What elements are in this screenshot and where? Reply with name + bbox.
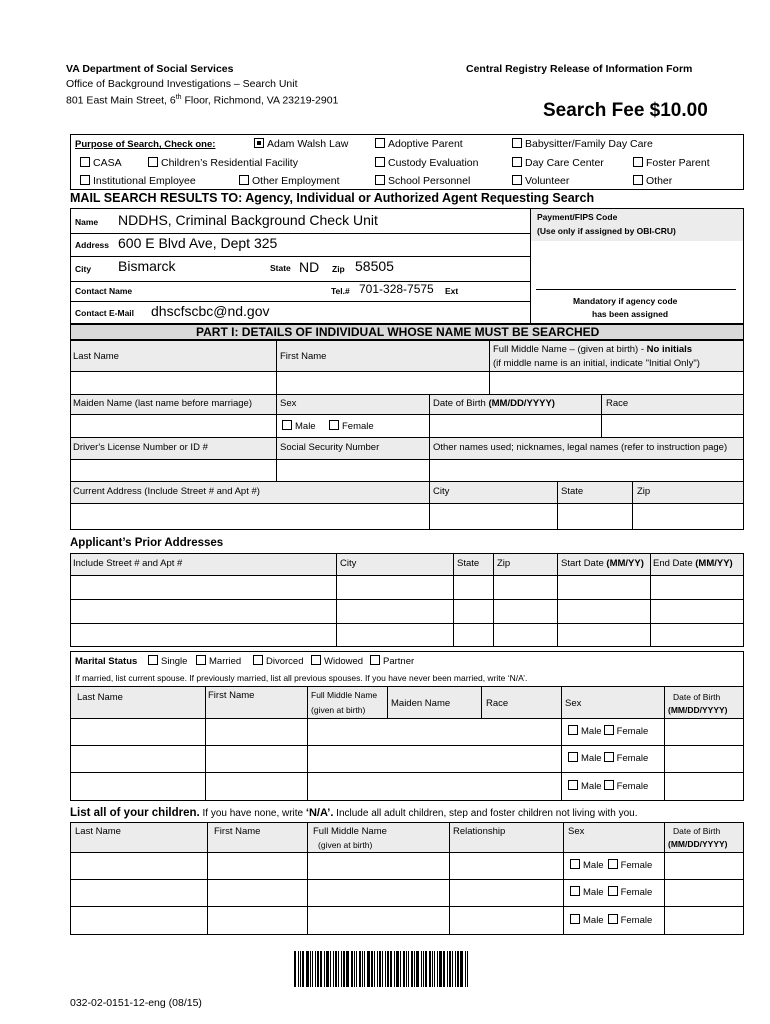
spouse-3-sex[interactable]: Male Female xyxy=(568,780,648,792)
purpose-custody[interactable]: Custody Evaluation xyxy=(375,157,478,169)
prior-end-header: End Date (MM/YY) xyxy=(653,558,733,569)
tel-value[interactable]: 701-328-7575 xyxy=(359,282,434,296)
barcode-bar xyxy=(387,951,389,987)
spouse-first-header: First Name xyxy=(208,690,255,701)
barcode-bar xyxy=(425,951,427,987)
mail-heading: MAIL SEARCH RESULTS TO: Agency, Individual or Authorized Agent Requesting Search xyxy=(70,191,595,205)
children-heading: List all of your children. If you have none, write ‘N/A’. Include all adult children, step and foster children not living with you. xyxy=(70,807,638,819)
spouse-race-header: Race xyxy=(486,698,509,709)
barcode-bar xyxy=(396,951,399,987)
checkbox-day-care[interactable] xyxy=(512,157,522,167)
sex-label: Sex xyxy=(280,398,297,409)
child-dob-header: Date of Birth xyxy=(673,826,721,836)
middle-name-note: (if middle name is an initial, indicate "Initial Only") xyxy=(493,358,700,369)
barcode-bar xyxy=(333,951,334,987)
barcode-bar xyxy=(302,951,304,987)
part1-heading: PART I: DETAILS OF INDIVIDUAL WHOSE NAME MUST BE SEARCHED xyxy=(196,325,600,339)
zip-label: Zip xyxy=(332,264,345,274)
maiden-name-label: Maiden Name (last name before marriage) xyxy=(73,398,252,409)
checkbox-partner[interactable] xyxy=(370,655,380,665)
checkbox-child-1-male[interactable] xyxy=(570,859,580,869)
purpose-residential[interactable]: Children’s Residential Facility xyxy=(148,157,298,169)
ssn-label: Social Security Number xyxy=(280,442,380,453)
purpose-day-care[interactable]: Day Care Center xyxy=(512,157,604,169)
barcode-bar xyxy=(324,951,325,987)
checkbox-spouse-2-female[interactable] xyxy=(604,752,614,762)
office-address: 801 East Main Street, 6th Floor, Richmond, VA 23219-2901 xyxy=(66,94,339,107)
checkbox-institutional[interactable] xyxy=(80,175,90,185)
current-address-label: Current Address (Include Street # and Apt #) xyxy=(73,486,260,497)
checkbox-spouse-3-male[interactable] xyxy=(568,780,578,790)
prior-zip-header: Zip xyxy=(497,558,511,569)
marital-note: If married, list current spouse. If previously married, list all previous spouses. If you have never been married, write ‘N/A’. xyxy=(75,673,528,683)
purpose-volunteer[interactable]: Volunteer xyxy=(512,175,569,187)
barcode-bar xyxy=(294,951,296,987)
marital-single[interactable]: Single xyxy=(148,655,187,667)
checkbox-custody[interactable] xyxy=(375,157,385,167)
barcode-bar xyxy=(452,951,453,987)
state-label: State xyxy=(270,263,291,273)
spouse-last-header: Last Name xyxy=(77,692,123,703)
checkbox-female[interactable] xyxy=(329,420,339,430)
email-value[interactable]: dhscfscbc@nd.gov xyxy=(151,303,270,319)
city-value[interactable]: Bismarck xyxy=(118,258,176,274)
zip-value[interactable]: 58505 xyxy=(355,258,394,274)
form-title: Central Registry Release of Information Form xyxy=(466,63,693,75)
child-1-sex[interactable]: Male Female xyxy=(570,859,652,871)
mandatory-note-2: has been assigned xyxy=(592,309,669,319)
barcode-bar xyxy=(411,951,413,987)
barcode-bar xyxy=(439,951,442,987)
purpose-foster[interactable]: Foster Parent xyxy=(633,157,710,169)
barcode-bar xyxy=(467,951,468,987)
current-state-label: State xyxy=(561,486,584,497)
barcode-bar xyxy=(379,951,381,987)
barcode-bar xyxy=(315,951,316,987)
barcode-bar xyxy=(300,951,301,987)
checkbox-child-2-female[interactable] xyxy=(608,886,618,896)
barcode-bar xyxy=(306,951,309,987)
middle-name-label: Full Middle Name – (given at birth) - No initials xyxy=(493,344,693,355)
prior-street-header: Include Street # and Apt # xyxy=(73,558,183,569)
spouse-sex-header: Sex xyxy=(565,698,582,709)
barcode-bar xyxy=(343,951,345,987)
marital-married[interactable]: Married xyxy=(196,655,241,667)
current-city-label: City xyxy=(433,486,450,497)
checkbox-spouse-2-male[interactable] xyxy=(568,752,578,762)
last-name-label: Last Name xyxy=(73,351,119,362)
prior-state-header: State xyxy=(457,558,480,569)
purpose-casa[interactable]: CASA xyxy=(80,157,122,169)
city-label: City xyxy=(75,264,92,274)
current-zip-label: Zip xyxy=(637,486,651,497)
barcode-bar xyxy=(346,951,349,987)
purpose-school[interactable]: School Personnel xyxy=(375,175,470,187)
purpose-label: Purpose of Search, Check one: xyxy=(75,139,216,150)
drivers-license-label: Driver's License Number or ID # xyxy=(73,442,208,453)
checkbox-widowed[interactable] xyxy=(311,655,321,665)
barcode-bar xyxy=(317,951,319,987)
checkbox-volunteer[interactable] xyxy=(512,175,522,185)
barcode-bar xyxy=(457,951,459,987)
barcode-bar xyxy=(310,951,311,987)
barcode-bar xyxy=(382,951,383,987)
checkbox-child-2-male[interactable] xyxy=(570,886,580,896)
child-first-header: First Name xyxy=(214,826,261,837)
barcode-bar xyxy=(416,951,419,987)
spouse-dob-header: Date of Birth xyxy=(673,692,721,702)
marital-divorced[interactable]: Divorced xyxy=(253,655,304,667)
child-relationship-header: Relationship xyxy=(453,826,506,837)
sex-male-option[interactable]: Male xyxy=(282,420,316,432)
checkbox-spouse-3-female[interactable] xyxy=(604,780,614,790)
barcode-bar xyxy=(371,951,373,987)
form-number: 032-02-0151-12-eng (08/15) xyxy=(70,997,202,1009)
barcode-bar xyxy=(434,951,435,987)
payment-label: Payment/FIPS Code xyxy=(537,212,618,222)
name-value[interactable]: NDDHS, Criminal Background Check Unit xyxy=(118,212,378,228)
other-names-label: Other names used; nicknames, legal names (refer to instruction page) xyxy=(433,442,728,453)
barcode-bar xyxy=(326,951,329,987)
department-name: VA Department of Social Services xyxy=(66,63,234,75)
barcode-bar xyxy=(443,951,445,987)
child-middle-note: (given at birth) xyxy=(318,840,373,850)
barcode-bar xyxy=(421,951,422,987)
checkbox-male[interactable] xyxy=(282,420,292,430)
state-value[interactable]: ND xyxy=(299,259,320,275)
spouse-dob-format: (MM/DD/YYYY) xyxy=(668,705,728,715)
spouse-middle-header: Full Middle Name xyxy=(311,690,378,700)
checkbox-casa[interactable] xyxy=(80,157,90,167)
barcode-bar xyxy=(460,951,463,987)
purpose-other-employment[interactable]: Other Employment xyxy=(239,175,340,187)
checkbox-other[interactable] xyxy=(633,175,643,185)
barcode-bar xyxy=(465,951,466,987)
purpose-adoptive-parent[interactable]: Adoptive Parent xyxy=(375,138,463,150)
checkbox-spouse-1-female[interactable] xyxy=(604,725,614,735)
prior-start-header: Start Date (MM/YY) xyxy=(561,558,644,569)
barcode-bar xyxy=(351,951,353,987)
office-name: Office of Background Investigations – Search Unit xyxy=(66,78,298,90)
barcode-bar xyxy=(447,951,448,987)
barcode-bar xyxy=(414,951,415,987)
barcode-bar xyxy=(338,951,339,987)
spouse-2-sex[interactable]: Male Female xyxy=(568,752,648,764)
barcode-bar xyxy=(364,951,365,987)
barcode-bar xyxy=(406,951,407,987)
checkbox-married[interactable] xyxy=(196,655,206,665)
barcode-bar xyxy=(341,951,342,987)
mandatory-note-1: Mandatory if agency code xyxy=(573,296,678,306)
spouse-middle-note: (given at birth) xyxy=(311,705,366,715)
address-label: Address xyxy=(75,240,110,250)
barcode-bar xyxy=(320,951,322,987)
payment-note: (Use only if assigned by OBI-CRU) xyxy=(537,226,676,236)
checkbox-babysitter[interactable] xyxy=(512,138,522,148)
race-label: Race xyxy=(606,398,629,409)
barcode-bar xyxy=(377,951,378,987)
marital-status-row: Marital Status xyxy=(75,656,138,667)
checkbox-spouse-1-male[interactable] xyxy=(568,725,578,735)
child-sex-header: Sex xyxy=(568,826,585,837)
barcode-bar xyxy=(312,951,313,987)
checkbox-child-3-female[interactable] xyxy=(608,914,618,924)
checkbox-child-1-female[interactable] xyxy=(608,859,618,869)
checkbox-adam-walsh[interactable] xyxy=(254,138,264,148)
checkbox-child-3-male[interactable] xyxy=(570,914,580,924)
ext-label: Ext xyxy=(445,286,459,296)
prior-addresses-heading: Applicant’s Prior Addresses xyxy=(70,537,224,549)
barcode-bar xyxy=(408,951,409,987)
barcode-bar xyxy=(390,951,392,987)
sex-female-option[interactable]: Female xyxy=(329,420,374,432)
child-middle-header: Full Middle Name xyxy=(313,826,387,837)
barcode-bar xyxy=(298,951,299,987)
purpose-institutional[interactable]: Institutional Employee xyxy=(80,175,196,187)
barcode-bar xyxy=(374,951,375,987)
purpose-babysitter[interactable]: Babysitter/Family Day Care xyxy=(512,138,653,150)
checkbox-divorced[interactable] xyxy=(253,655,263,665)
barcode-bar xyxy=(394,951,395,987)
barcode-bar xyxy=(359,951,361,987)
barcode-bar xyxy=(362,951,363,987)
barcode-bar xyxy=(403,951,405,987)
barcode-bar xyxy=(400,951,401,987)
name-label: Name xyxy=(75,217,99,227)
first-name-label: First Name xyxy=(280,351,327,362)
marital-widowed[interactable]: Widowed xyxy=(311,655,363,667)
barcode-bar xyxy=(429,951,431,987)
barcode-bar xyxy=(432,951,433,987)
dob-label: Date of Birth (MM/DD/YYYY) xyxy=(433,398,555,409)
checkbox-residential[interactable] xyxy=(148,157,158,167)
tel-label: Tel.# xyxy=(331,286,350,296)
barcode-bar xyxy=(437,951,438,987)
barcode-bar xyxy=(330,951,331,987)
barcode-bar xyxy=(423,951,424,987)
barcode-bar xyxy=(354,951,355,987)
checkbox-other-employment[interactable] xyxy=(239,175,249,185)
child-dob-format: (MM/DD/YYYY) xyxy=(668,839,728,849)
barcode-bar xyxy=(356,951,357,987)
spouse-1-sex[interactable]: Male Female xyxy=(568,725,648,737)
barcode-bar xyxy=(385,951,386,987)
checkbox-single[interactable] xyxy=(148,655,158,665)
barcode-bar xyxy=(335,951,337,987)
barcode-bar xyxy=(449,951,451,987)
email-label: Contact E-Mail xyxy=(75,308,135,318)
checkbox-adoptive-parent[interactable] xyxy=(375,138,385,148)
checkbox-school[interactable] xyxy=(375,175,385,185)
contact-name-label: Contact Name xyxy=(75,286,133,296)
purpose-other[interactable]: Other xyxy=(633,175,672,187)
prior-city-header: City xyxy=(340,558,357,569)
barcode xyxy=(294,951,474,987)
search-fee: Search Fee $10.00 xyxy=(543,100,708,121)
purpose-adam-walsh[interactable]: Adam Walsh Law xyxy=(254,138,348,150)
barcode-bar xyxy=(367,951,370,987)
child-3-sex[interactable]: Male Female xyxy=(570,914,652,926)
spouse-maiden-header: Maiden Name xyxy=(391,698,451,709)
child-last-header: Last Name xyxy=(75,826,121,837)
address-value[interactable]: 600 E Blvd Ave, Dept 325 xyxy=(118,235,278,251)
marital-partner[interactable]: Partner xyxy=(370,655,414,667)
barcode-bar xyxy=(455,951,456,987)
child-2-sex[interactable]: Male Female xyxy=(570,886,652,898)
checkbox-foster[interactable] xyxy=(633,157,643,167)
